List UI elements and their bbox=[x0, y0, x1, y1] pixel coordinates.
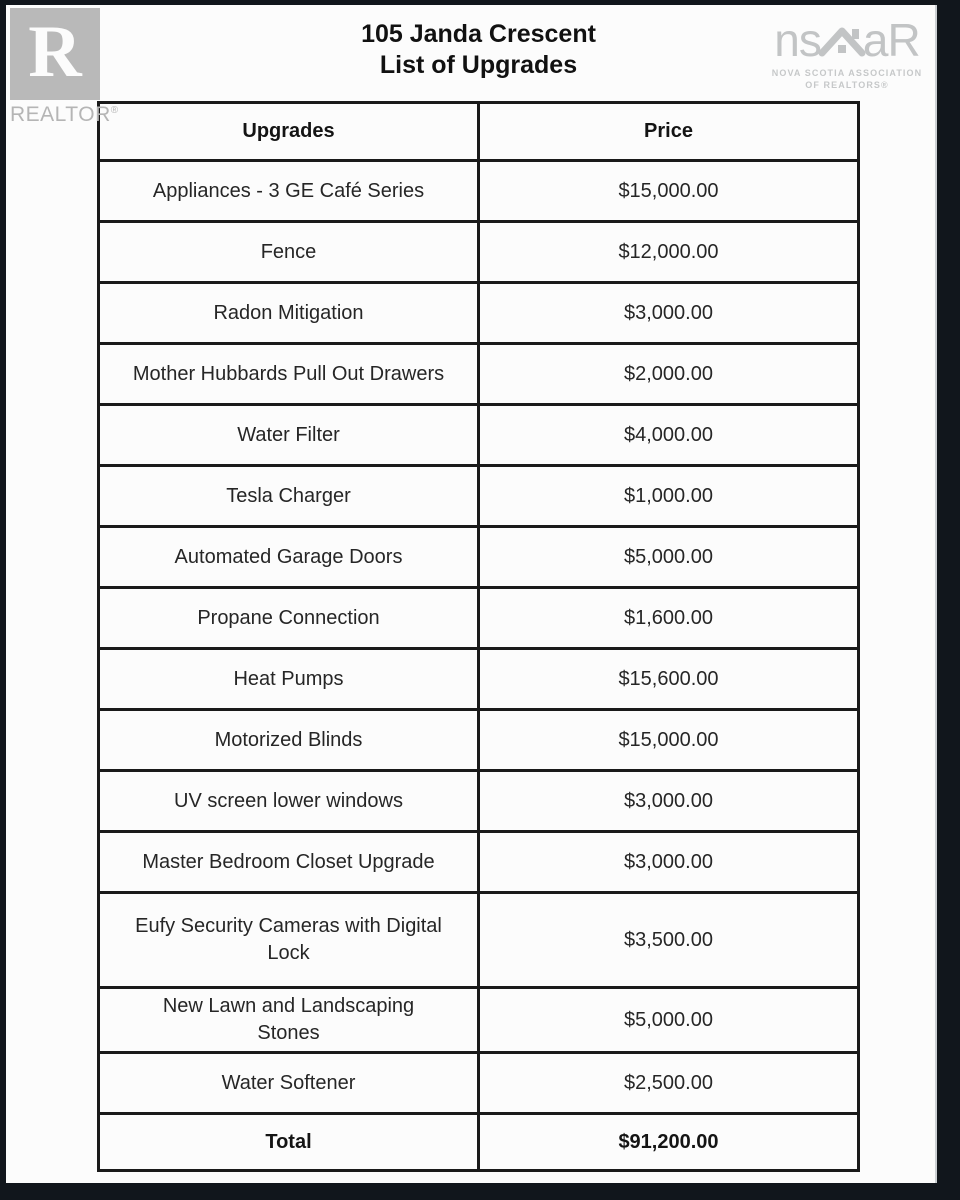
price-cell: $4,000.00 bbox=[479, 405, 859, 466]
table-row bbox=[99, 344, 859, 405]
table-row bbox=[99, 710, 859, 771]
price-cell: $3,000.00 bbox=[479, 771, 859, 832]
price-cell: $15,000.00 bbox=[479, 161, 859, 222]
upgrade-cell: Radon Mitigation bbox=[99, 283, 479, 344]
title-address: 105 Janda Crescent bbox=[361, 20, 596, 48]
table-row bbox=[99, 222, 859, 283]
nsar-caption-line1: NOVA SCOTIA ASSOCIATION bbox=[771, 68, 923, 78]
nsar-letters-left: ns bbox=[774, 14, 821, 66]
price-cell: $15,600.00 bbox=[479, 649, 859, 710]
upgrades-table bbox=[97, 101, 860, 1172]
realtor-logo bbox=[10, 8, 120, 127]
upgrade-cell: Propane Connection bbox=[99, 588, 479, 649]
price-cell: $1,600.00 bbox=[479, 588, 859, 649]
upgrade-cell: Mother Hubbards Pull Out Drawers bbox=[99, 344, 479, 405]
nsar-logo bbox=[767, 14, 927, 91]
upgrade-cell: Appliances - 3 GE Café Series bbox=[99, 161, 479, 222]
table-row bbox=[99, 649, 859, 710]
total-row bbox=[99, 1114, 859, 1171]
table-row bbox=[99, 893, 859, 988]
title-subtitle: List of Upgrades bbox=[379, 51, 578, 79]
table-row bbox=[99, 771, 859, 832]
nsar-letters-right: aR bbox=[862, 14, 920, 66]
document-title bbox=[97, 14, 860, 81]
registered-mark: ® bbox=[110, 105, 119, 116]
price-cell: $1,000.00 bbox=[479, 466, 859, 527]
nsar-caption-line2: OF REALTORS® bbox=[805, 80, 889, 90]
table-row bbox=[99, 283, 859, 344]
table-row bbox=[99, 832, 859, 893]
upgrade-cell: Motorized Blinds bbox=[99, 710, 479, 771]
upgrades-table-body bbox=[99, 161, 859, 1114]
table-row bbox=[99, 405, 859, 466]
realtor-letter: R bbox=[28, 11, 82, 93]
realtor-wordmark: REALTOR® bbox=[10, 103, 119, 126]
upgrade-cell: Automated Garage Doors bbox=[99, 527, 479, 588]
upgrade-cell: Tesla Charger bbox=[99, 466, 479, 527]
nsar-wordmark bbox=[767, 14, 927, 66]
upgrade-cell: Water Softener bbox=[99, 1053, 479, 1114]
price-cell: $2,000.00 bbox=[479, 344, 859, 405]
upgrade-cell: Master Bedroom Closet Upgrade bbox=[99, 832, 479, 893]
table-row bbox=[99, 161, 859, 222]
table-row bbox=[99, 988, 859, 1053]
upgrade-cell: New Lawn and Landscaping Stones bbox=[99, 988, 479, 1053]
upgrade-cell: Water Filter bbox=[99, 405, 479, 466]
price-cell: $15,000.00 bbox=[479, 710, 859, 771]
upgrade-cell: UV screen lower windows bbox=[99, 771, 479, 832]
price-cell: $5,000.00 bbox=[479, 527, 859, 588]
upgrade-cell: Eufy Security Cameras with Digital Lock bbox=[99, 893, 479, 988]
table-row bbox=[99, 588, 859, 649]
price-cell: $3,000.00 bbox=[479, 283, 859, 344]
price-cell: $3,500.00 bbox=[479, 893, 859, 988]
upgrades-table-header bbox=[99, 103, 859, 161]
house-roof-icon bbox=[818, 19, 866, 61]
realtor-block-r-icon bbox=[10, 8, 100, 100]
price-cell: $3,000.00 bbox=[479, 832, 859, 893]
total-price: $91,200.00 bbox=[479, 1114, 859, 1171]
upgrade-cell: Fence bbox=[99, 222, 479, 283]
total-label: Total bbox=[99, 1114, 479, 1171]
table-row bbox=[99, 466, 859, 527]
table-row bbox=[99, 1053, 859, 1114]
document-page bbox=[6, 5, 937, 1183]
upgrades-table-footer bbox=[99, 1114, 859, 1171]
price-cell: $2,500.00 bbox=[479, 1053, 859, 1114]
header-row bbox=[99, 103, 859, 161]
header-price: Price bbox=[479, 103, 859, 161]
header-upgrades: Upgrades bbox=[99, 103, 479, 161]
price-cell: $5,000.00 bbox=[479, 988, 859, 1053]
upgrade-cell: Heat Pumps bbox=[99, 649, 479, 710]
table-row bbox=[99, 527, 859, 588]
nsar-caption bbox=[767, 67, 927, 91]
price-cell: $12,000.00 bbox=[479, 222, 859, 283]
